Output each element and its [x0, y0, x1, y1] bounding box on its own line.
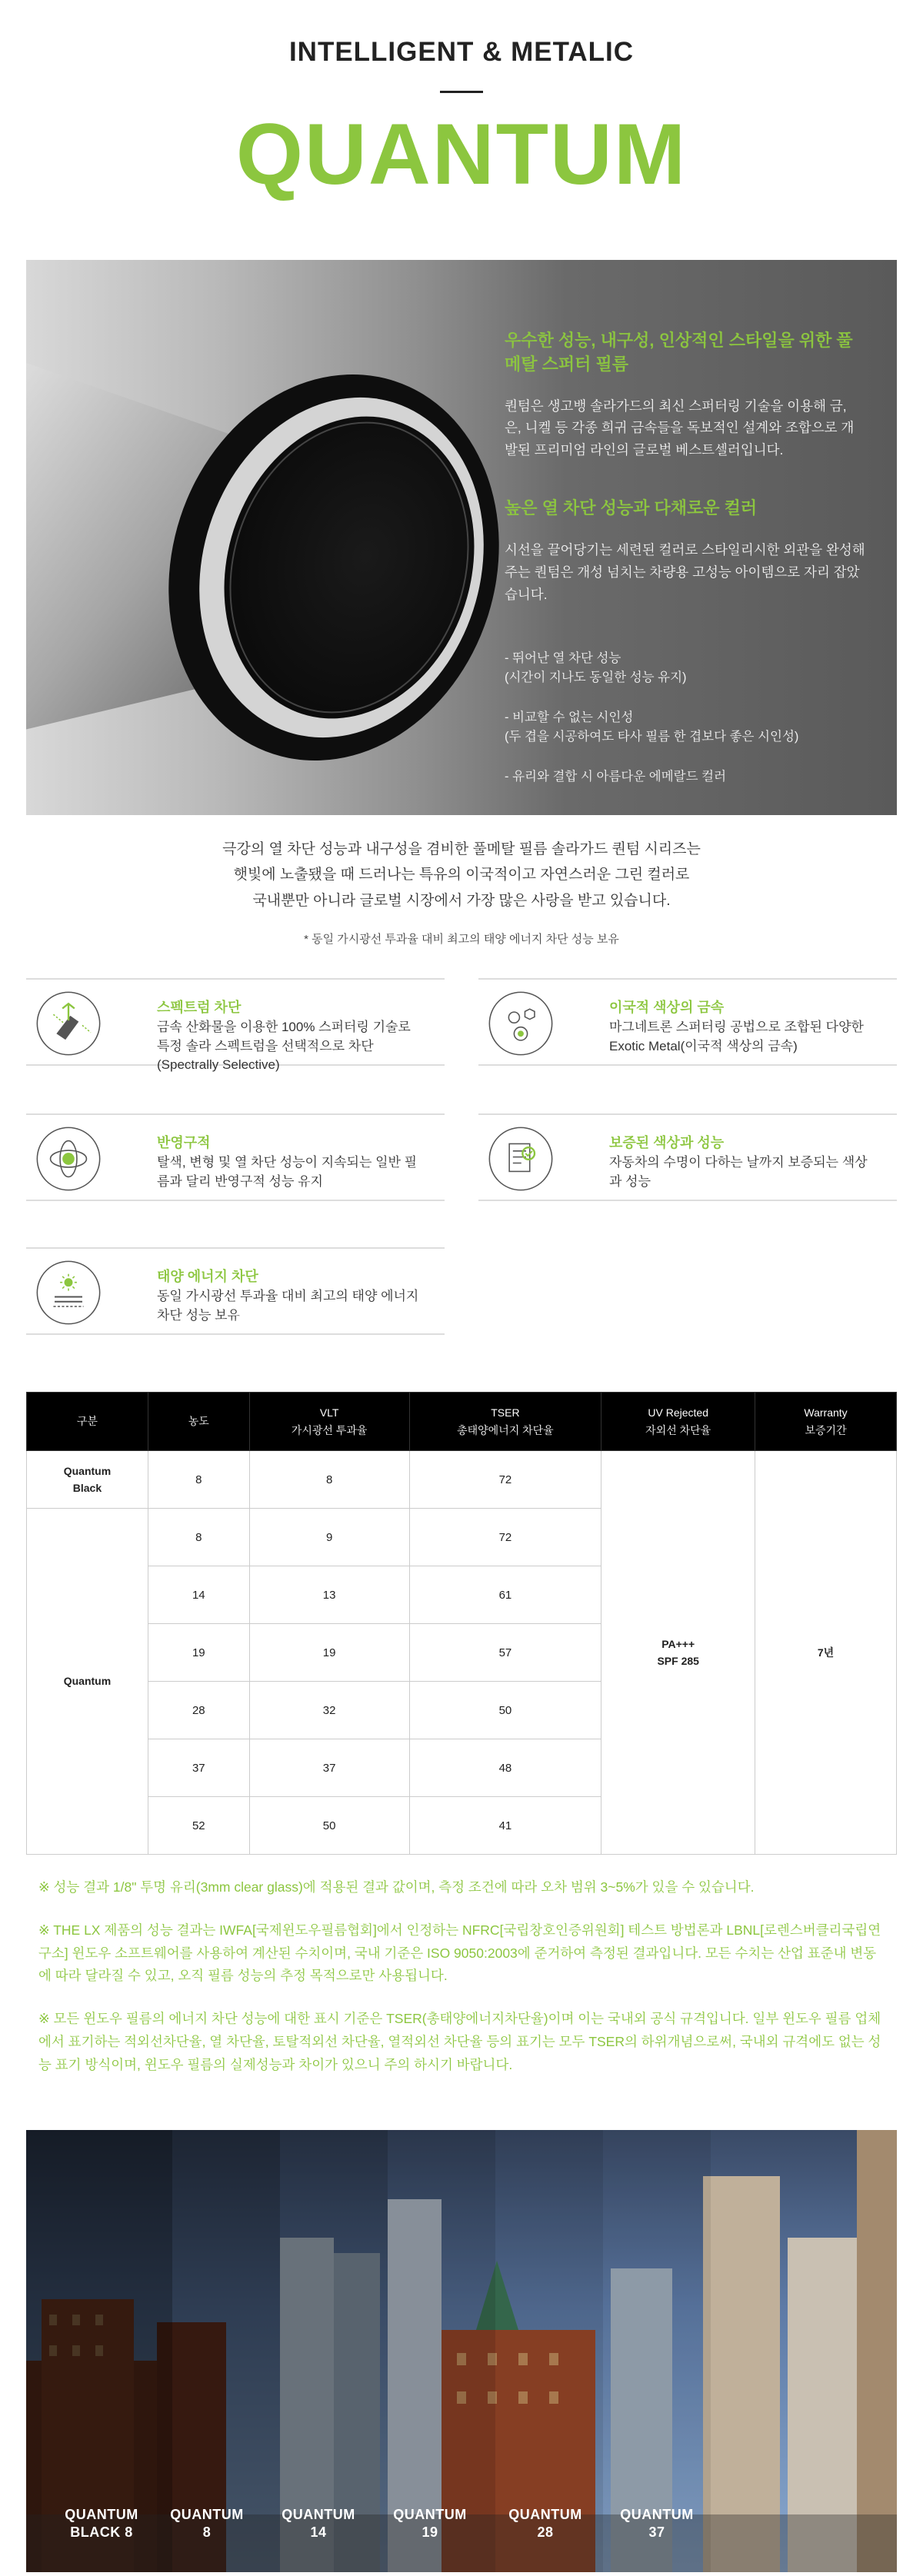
feature-item	[478, 1113, 897, 1201]
hero-text	[505, 329, 866, 807]
warranty-cell: 7년	[755, 1451, 897, 1855]
footnote: ※ 성능 결과 1/8" 투명 유리(3mm clear glass)에 적용된 결과 값이며, 측정 조건에 따라 오차 범위 3~5%가 있을 수 있습니다.	[38, 1879, 755, 1895]
intro-section	[0, 837, 923, 947]
shade-cell: 37	[148, 1739, 249, 1797]
tser-cell: 72	[409, 1509, 601, 1566]
shade-cell: 8	[148, 1451, 249, 1509]
vlt-cell: 50	[249, 1797, 409, 1855]
column-header: 구분	[27, 1393, 148, 1451]
feature-item	[26, 1113, 445, 1201]
title-divider	[440, 91, 483, 93]
vlt-cell: 8	[249, 1451, 409, 1509]
hero-list-item: - 유리와 결합 시 아름다운 에메랄드 컬러	[505, 769, 727, 784]
hero-paragraph-2: 시선을 끌어당기는 세련된 컬러로 스타일리시한 외관을 완성해 주는 퀀텀은 개성 넘치는 차량용 고성능 아이템으로 자리 잡았습니다.	[505, 542, 865, 602]
column-header: UV Rejected 자외선 차단율	[601, 1393, 755, 1451]
tser-cell: 48	[409, 1739, 601, 1797]
tser-cell: 50	[409, 1682, 601, 1739]
feature-item	[26, 1247, 445, 1335]
page-title: QUANTUM	[235, 106, 688, 202]
feature-desc: 마그네트론 스퍼터링 공법으로 조합된 다양한 Exotic Metal(이국적 색상의 금속)	[609, 1020, 864, 1053]
uv-cell: PA+++ SPF 285	[601, 1451, 755, 1855]
feature-title: 스펙트럼 차단	[157, 1000, 242, 1015]
column-header: TSER 총태양에너지 차단율	[409, 1393, 601, 1451]
vlt-cell: 37	[249, 1739, 409, 1797]
permanent-icon	[26, 1126, 111, 1192]
tint-label: QUANTUM 14	[282, 2507, 355, 2541]
hero-list-item: - 뛰어난 열 차단 성능 (시간이 지나도 동일한 성능 유지)	[505, 651, 687, 685]
tint-label: QUANTUM 37	[620, 2507, 694, 2541]
shade-cell: 8	[148, 1509, 249, 1566]
vlt-cell: 19	[249, 1624, 409, 1682]
intro-line: 극강의 열 차단 성능과 내구성을 겸비한 풀메탈 필름 솔라가드 퀀텀 시리즈는	[222, 841, 701, 857]
feature-desc: 동일 가시광선 투과율 대비 최고의 태양 에너지 차단 성능 보유	[157, 1289, 419, 1323]
table-row	[27, 1451, 897, 1509]
tint-labels	[26, 2506, 897, 2552]
intro-note: * 동일 가시광선 투과율 대비 최고의 태양 에너지 차단 성능 보유	[304, 932, 619, 946]
warranty-icon	[478, 1126, 563, 1192]
shade-cell: 19	[148, 1624, 249, 1682]
column-header: 농도	[148, 1393, 249, 1451]
hero-heading-1: 우수한 성능, 내구성, 인상적인 스타일을 위한 풀 메탈 스퍼터 필름	[505, 331, 853, 374]
feature-desc: 금속 산화물을 이용한 100% 스퍼터링 기술로 특정 솔라 스펙트럼을 선택적으로 차단 (Spectrally Selective)	[157, 1020, 411, 1073]
product-cell: Quantum	[27, 1509, 148, 1855]
feature-title: 태양 에너지 차단	[157, 1269, 258, 1284]
tint-label: QUANTUM 28	[508, 2507, 582, 2541]
vlt-cell: 9	[249, 1509, 409, 1566]
hero-heading-2: 높은 열 차단 성능과 다채로운 컬러	[505, 498, 758, 518]
tint-label: QUANTUM 19	[393, 2507, 467, 2541]
product-cell: Quantum Black	[27, 1451, 148, 1509]
eyebrow-title: INTELLIGENT & METALIC	[288, 37, 635, 67]
feature-item	[26, 978, 445, 1073]
feature-item	[478, 978, 897, 1066]
tint-comparison-image	[26, 2130, 897, 2572]
column-header: Warranty 보증기간	[755, 1393, 897, 1451]
tser-cell: 41	[409, 1797, 601, 1855]
hero-banner	[26, 260, 897, 815]
vlt-cell: 13	[249, 1566, 409, 1624]
tint-label: QUANTUM 8	[170, 2507, 244, 2541]
intro-line: 국내뿐만 아니라 글로벌 시장에서 가장 많은 사랑을 받고 있습니다.	[252, 892, 671, 909]
tser-cell: 61	[409, 1566, 601, 1624]
hero-paragraph-1: 퀀텀은 생고뱅 솔라가드의 최신 스퍼터링 기술을 이용해 금, 은, 니켈 등 각종 희귀 금속들을 독보적인 설계와 조합으로 개발된 프리미엄 라인의 글로벌 베스트셀러입니다.	[505, 398, 855, 458]
metal-icon	[478, 990, 563, 1057]
footnote: ※ 모든 윈도우 필름의 에너지 차단 성능에 대한 표시 기준은 TSER(총태양에너지차단율)이며 이는 국내외 공식 규격입니다. 일부 윈도우 필름 업체에서 표기하는 적외선차단율, 열 차단율, 토탈적외선 차단율, 열적외선 차단율 등의 표기는 모두 TSER의 하위개념으로써, 국내외 규격에도 없는 성능 표기 방식이며, 윈도우 필름의 실제성능과 차이가 있으니 주의 하시기 바랍니다.	[38, 2011, 881, 2072]
tser-cell: 72	[409, 1451, 601, 1509]
table-header-row	[27, 1393, 897, 1451]
feature-title: 반영구적	[157, 1135, 211, 1150]
hero-list-item: - 비교할 수 없는 시인성 (두 겹을 시공하여도 타사 필름 한 겹보다 좋은 시인성)	[505, 710, 799, 744]
film-roll-image	[26, 260, 518, 815]
feature-desc: 탈색, 변형 및 열 차단 성능이 지속되는 일반 필름과 달리 반영구적 성능 유지	[157, 1155, 418, 1189]
tser-cell: 57	[409, 1624, 601, 1682]
intro-line: 햇빛에 노출됐을 때 드러나는 특유의 이국적이고 자연스러운 그린 컬러로	[233, 867, 690, 884]
feature-title: 보증된 색상과 성능	[609, 1135, 725, 1150]
tint-label: QUANTUM BLACK 8	[65, 2507, 138, 2541]
spec-table	[26, 1392, 897, 1855]
hero-feature-list	[505, 649, 866, 787]
shade-cell: 52	[148, 1797, 249, 1855]
feature-title: 이국적 색상의 금속	[609, 1000, 725, 1015]
footnotes	[38, 1876, 885, 2096]
vlt-cell: 32	[249, 1682, 409, 1739]
page-header	[0, 0, 923, 202]
feature-desc: 자동차의 수명이 다하는 날까지 보증되는 색상과 성능	[609, 1155, 868, 1189]
solar-icon	[26, 1260, 111, 1326]
footnote: ※ THE LX 제품의 성능 결과는 IWFA[국제윈도우필름협회]에서 인정하는 NFRC[국립창호인증위원회] 테스트 방법론과 LBNL[로렌스버클리국립연구소] 윈도우 소프트웨어를 사용하여 계산된 수치이며, 국내 기준은 ISO 9050:2003에 준거하여 측정된 결과입니다. 모든 수치는 산업 표준내 변동에 따라 달라질 수 있고, 오직 필름 성능의 추정 목적으로만 사용됩니다.	[38, 1922, 881, 1984]
column-header: VLT 가시광선 투과율	[249, 1393, 409, 1451]
shade-cell: 14	[148, 1566, 249, 1624]
spectrum-icon	[26, 990, 111, 1057]
shade-cell: 28	[148, 1682, 249, 1739]
